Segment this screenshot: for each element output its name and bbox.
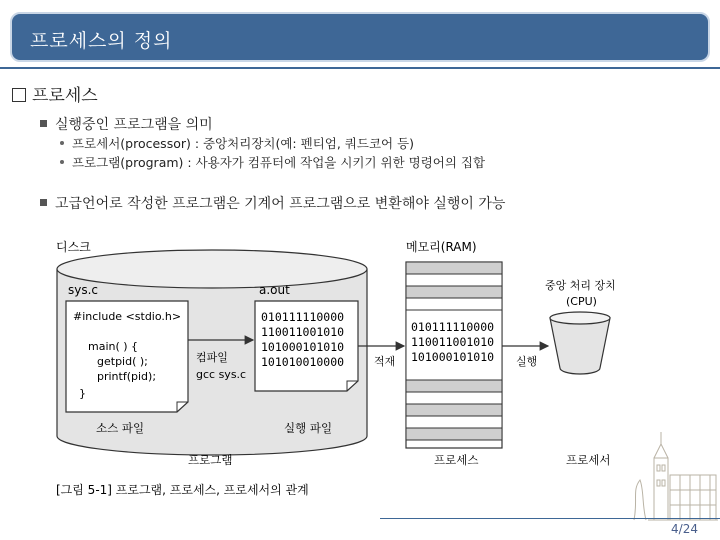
- cpu-label-1: 중앙 처리 장치: [545, 279, 616, 292]
- output-filename: a.out: [259, 283, 290, 297]
- program-label: 프로그램: [188, 453, 233, 467]
- binary-line-4: 101010010000: [261, 355, 345, 369]
- cpu-shape: [550, 312, 610, 374]
- binary-line-1: 010111110000: [261, 310, 345, 324]
- memory-label: 메모리(RAM): [406, 240, 477, 254]
- compile-label: 컴파일: [196, 351, 228, 364]
- binary-line-3: 101000101010: [261, 340, 345, 354]
- slide-title: 프로세스의 정의: [30, 30, 173, 52]
- bullet-2-text: 고급언어로 작성한 프로그램은 기계어 프로그램으로 변환해야 실행이 가능: [55, 196, 506, 212]
- code-line-2: main( ) {: [88, 340, 139, 353]
- bullet-1-sub-2-text: 프로그램(program) : 사용자가 컴퓨터에 작업을 시키기 위한 명령어의 집합: [72, 155, 486, 170]
- exec-file-label: 실행 파일: [284, 421, 333, 435]
- binary-line-2: 110011001010: [261, 325, 345, 339]
- figure-caption: [그림 5-1] 프로그램, 프로세스, 프로세서의 관계: [56, 483, 309, 497]
- source-file-label: 소스 파일: [96, 421, 145, 435]
- bullet-1-sub-1-text: 프로세서(processor) : 중앙처리장치(예: 펜티엄, 쿼드코어 등): [72, 136, 415, 151]
- bullet-1-text: 실행중인 프로그램을 의미: [55, 117, 213, 133]
- code-line-1: #include <stdio.h>: [73, 310, 182, 323]
- process-label: 프로세스: [434, 453, 479, 467]
- processor-label: 프로세서: [566, 453, 611, 467]
- disk-label: 디스크: [56, 240, 91, 254]
- compile-command: gcc sys.c: [196, 368, 247, 381]
- mem-binary-line-3: 101000101010: [411, 350, 495, 364]
- code-line-3: getpid( );: [97, 355, 148, 368]
- code-line-5: }: [79, 387, 86, 400]
- mem-binary-line-2: 110011001010: [411, 335, 495, 349]
- mem-binary-line-1: 010111110000: [411, 320, 495, 334]
- code-line-4: printf(pid);: [97, 370, 157, 383]
- cpu-label-2: (CPU): [566, 295, 597, 308]
- source-filename: sys.c: [68, 283, 99, 297]
- load-label: 적재: [374, 355, 396, 368]
- exec-label: 실행: [516, 355, 538, 368]
- building-sketch-icon: [630, 420, 720, 530]
- heading-text: 프로세스: [32, 86, 98, 106]
- page-number: 4/24: [671, 522, 698, 536]
- footer-rule: [380, 518, 720, 519]
